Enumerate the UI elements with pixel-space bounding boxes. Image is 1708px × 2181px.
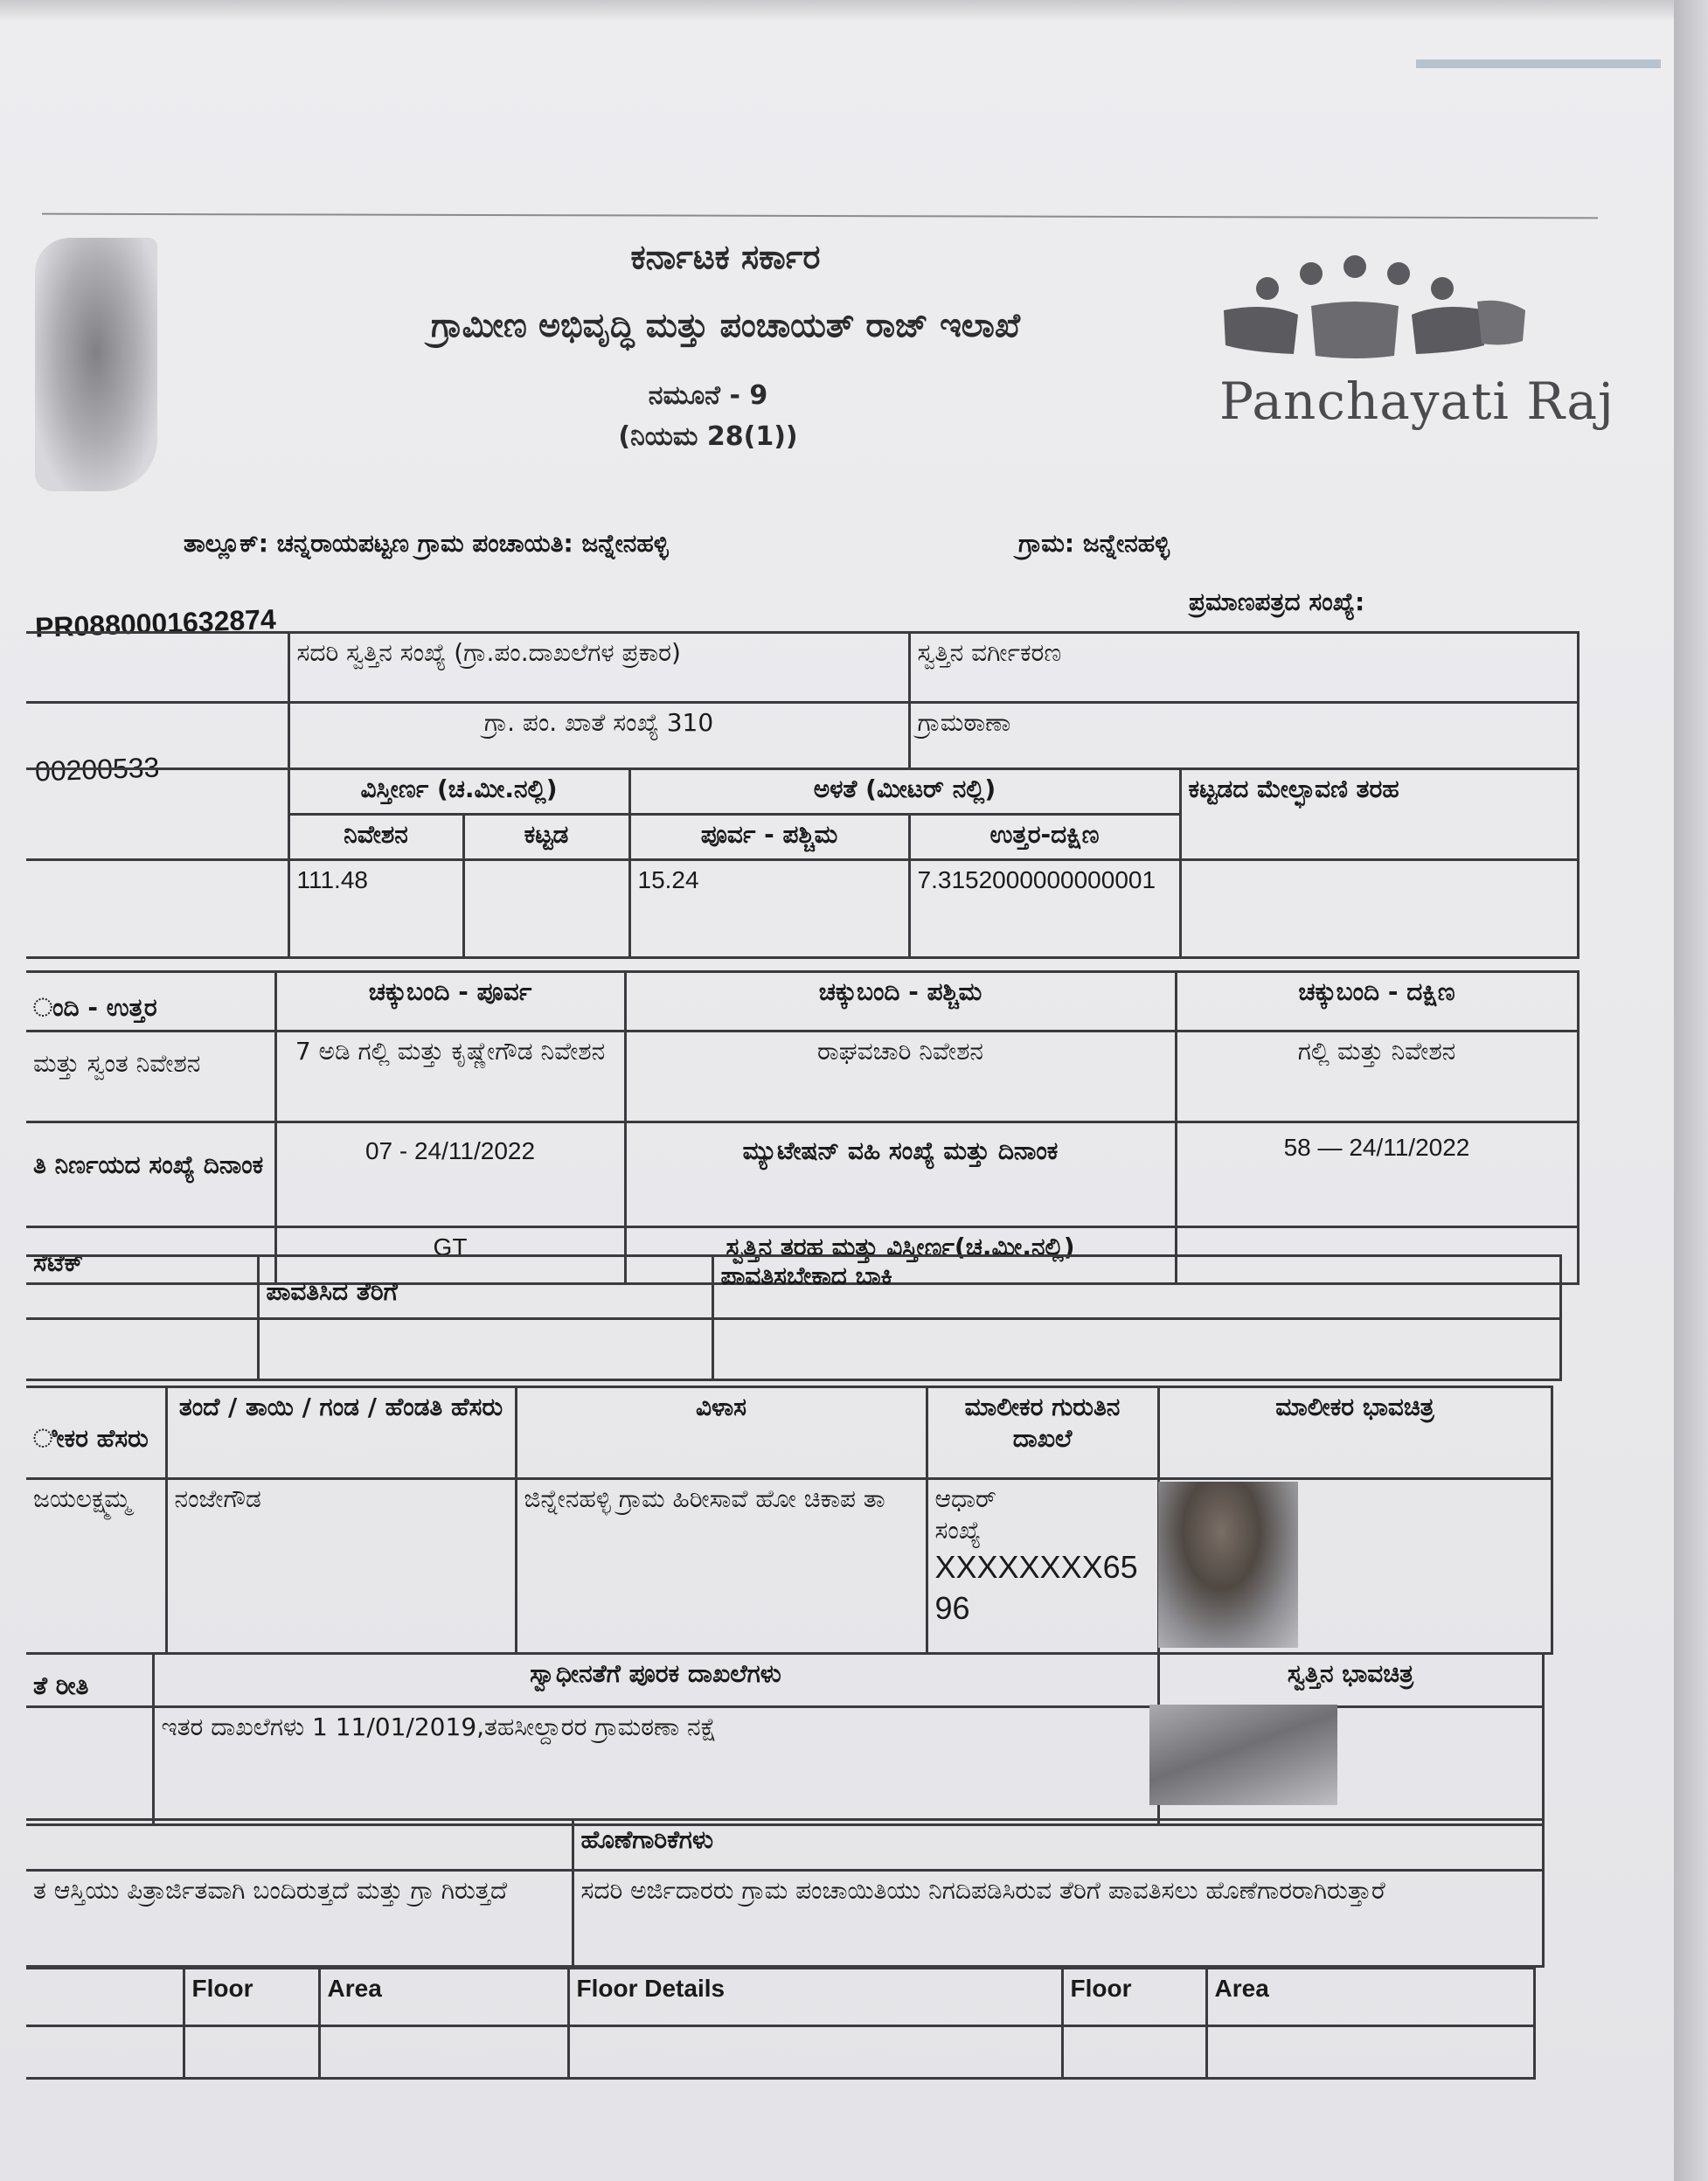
north-boundary-value: ಮತ್ತು ಸ್ವಂತ ನಿವೇಶನ bbox=[26, 1031, 275, 1122]
tax-due-label: ಪಾವತಿಸಬೇಕಾದ ಬಾಕಿ bbox=[712, 1256, 1560, 1319]
tax-due-value bbox=[712, 1319, 1560, 1380]
owner-photo bbox=[1158, 1482, 1298, 1648]
building-label: ಕಟ್ಟಡ bbox=[463, 815, 629, 860]
blank-cell bbox=[26, 633, 288, 703]
owner-id-type: ಆಧಾರ್ ಸಂಖ್ಯೆ bbox=[934, 1484, 996, 1545]
owner-name-label: ೀಕರ ಹೆಸರು bbox=[26, 1387, 166, 1479]
resolution-value: 07 - 24/11/2022 bbox=[275, 1122, 625, 1227]
blank-cell bbox=[26, 1256, 258, 1319]
floor-details-value bbox=[568, 2026, 1062, 2079]
resolution-label: ತಿ ನಿರ್ಣಯದ ಸಂಖ್ಯೆ ದಿನಾಂಕ bbox=[26, 1122, 275, 1227]
north-south-label: ಉತ್ತರ-ದಕ್ಷಿಣ bbox=[909, 815, 1180, 860]
tax-table bbox=[26, 1254, 1562, 1381]
area-header-1: Area bbox=[319, 1969, 568, 2026]
area-value-1 bbox=[319, 2026, 568, 2079]
north-boundary-label: ಂದಿ - ಉತ್ತರ bbox=[26, 972, 275, 1031]
tax-paid-label: ಪಾವತಿಸಿದ ತೆರಿಗೆ bbox=[258, 1256, 712, 1319]
blank-cell bbox=[26, 1319, 258, 1380]
tax-code-value: GT bbox=[275, 1227, 625, 1284]
property-id: PR0880001632874 bbox=[34, 603, 277, 643]
address-label: ವಿಳಾಸ bbox=[516, 1387, 927, 1479]
ownership-mode-value bbox=[26, 1707, 153, 1825]
property-photo bbox=[1149, 1705, 1337, 1805]
floor-header-1: Floor bbox=[184, 1969, 319, 2026]
site-label: ನಿವೇಶನ bbox=[288, 815, 463, 860]
liabilities-right-text: ಸದರಿ ಅರ್ಜಿದಾರರು ಗ್ರಾಮ ಪಂಚಾಯಿತಿಯು ನಿಗದಿಪಡಿಸಿರುವ ತೆರಿಗೆ ಪಾವತಿಸಲು ಹೊಣೆಗಾರರಾಗಿರುತ್ತಾರೆ bbox=[573, 1871, 1543, 1967]
east-boundary-label: ಚಕ್ಕುಬಂದಿ - ಪೂರ್ವ bbox=[275, 972, 625, 1031]
east-boundary-value: 7 ಅಡಿ ಗಲ್ಲಿ ಮತ್ತು ಕೃಷ್ಣೇಗೌಡ ನಿವೇಶನ bbox=[275, 1031, 625, 1122]
panchayati-raj-text: Panchayati Raj bbox=[1219, 372, 1614, 431]
karnataka-emblem bbox=[35, 238, 157, 491]
owner-id-cell bbox=[927, 1479, 1158, 1654]
area-label: ವಿಸ್ತೀರ್ಣ (ಚ.ಮೀ.ನಲ್ಲಿ) bbox=[288, 769, 629, 815]
south-boundary-label: ಚಕ್ಕುಬಂದಿ - ದಕ್ಷಿಣ bbox=[1176, 972, 1578, 1031]
mutation-label: ಮ್ಯುಟೇಷನ್ ವಹಿ ಸಂಖ್ಯೆ ಮತ್ತು ದಿನಾಂಕ bbox=[625, 1122, 1176, 1227]
tax-paid-value bbox=[258, 1319, 712, 1380]
area-value-2 bbox=[1206, 2026, 1534, 2079]
page-top-edge bbox=[0, 0, 1674, 19]
site-area-value: 111.48 bbox=[288, 860, 463, 958]
floor-value-2 bbox=[1062, 2026, 1206, 2079]
taluk-panchayat-line: ತಾಲ್ಲೂಕ್: ಚನ್ನರಾಯಪಟ್ಟಣ ಗ್ರಾಮ ಪಂಚಾಯತಿ: ಜನ್ನೇನಹಳ್ಳಿ bbox=[184, 529, 669, 558]
sadar-label: ಸದರಿ ಸ್ವತ್ತಿನ ಸಂಖ್ಯೆ (ಗ್ರಾ.ಪಂ.ದಾಖಲೆಗಳ ಪ್ರಕಾರ) bbox=[288, 633, 909, 703]
building-area-value bbox=[463, 860, 629, 958]
owner-id-label: ಮಾಲೀಕರ ಗುರುತಿನ ದಾಖಲೆ bbox=[927, 1387, 1158, 1479]
ownership-docs-label: ಸ್ವಾಧೀನತೆಗೆ ಪೂರಕ ದಾಖಲೆಗಳು bbox=[153, 1654, 1158, 1707]
east-west-label: ಪೂರ್ವ - ಪಶ್ಚಿಮ bbox=[629, 815, 909, 860]
liabilities-label: ಹೊಣೆಗಾರಿಕೆಗಳು bbox=[573, 1820, 1543, 1871]
owner-name-value: ಜಯಲಕ್ಷ್ಮಮ್ಮ bbox=[26, 1479, 166, 1654]
property-table bbox=[26, 631, 1580, 959]
address-value: ಜಿನ್ನೇನಹಳ್ಳಿ ಗ್ರಾಮ ಹಿರೀಸಾವೆ ಹೋ ಚಿಕಾಪ ತಾ bbox=[516, 1479, 927, 1654]
mutation-value: 58 — 24/11/2022 bbox=[1176, 1122, 1578, 1227]
dimension-label: ಅಳತೆ (ಮೀಟರ್ ನಲ್ಲಿ) bbox=[629, 769, 1180, 815]
form-number: ನಮೂನೆ - 9 bbox=[648, 380, 768, 411]
west-boundary-label: ಚಕ್ಕುಬಂದಿ - ಪಶ್ಚಿಮ bbox=[625, 972, 1176, 1031]
header-rule bbox=[42, 213, 1598, 219]
boundary-table bbox=[26, 970, 1580, 1285]
east-west-value: 15.24 bbox=[629, 860, 909, 958]
sadar-value: ಗ್ರಾ. ಪಂ. ಖಾತೆ ಸಂಖ್ಯೆ 310 bbox=[288, 703, 909, 769]
blank-cell bbox=[26, 1969, 184, 2026]
rule-number: (ನಿಯಮ 28(1)) bbox=[618, 421, 798, 452]
owner-table bbox=[26, 1386, 1553, 1655]
roof-type-label: ಕಟ್ಟಡದ ಮೇಲ್ಛಾವಣಿ ತರಹ bbox=[1180, 769, 1578, 860]
floor-header-2: Floor bbox=[1062, 1969, 1206, 2026]
classification-label: ಸ್ವತ್ತಿನ ವರ್ಗೀಕರಣ bbox=[909, 633, 1578, 703]
tax-left-label: ಸೆಟೆಕ್ bbox=[26, 1227, 275, 1284]
property-photo-label: ಸ್ವತ್ತಿನ ಭಾವಚಿತ್ರ bbox=[1158, 1654, 1543, 1707]
floors-table bbox=[26, 1967, 1536, 2080]
owner-id-value: XXXXXXXX6596 bbox=[934, 1548, 1138, 1626]
liabilities-table bbox=[26, 1818, 1545, 1968]
blank-cell bbox=[26, 703, 288, 769]
floor-details-header: Floor Details bbox=[568, 1969, 1062, 2026]
blank-cell bbox=[26, 1820, 573, 1871]
blank-cell bbox=[26, 2026, 184, 2079]
property-type-label: ಸ್ವತ್ತಿನ ತರಹ ಮತ್ತು ವಿಸ್ತೀರ್ಣ(ಚ.ಮೀ.ನಲ್ಲಿ) bbox=[625, 1227, 1176, 1284]
panchayati-raj-logo bbox=[1215, 249, 1530, 363]
owner-photo-label: ಮಾಲೀಕರ ಭಾವಚಿತ್ರ bbox=[1158, 1387, 1552, 1479]
dept-title: ಗ್ರಾಮೀಣ ಅಭಿವೃದ್ಧಿ ಮತ್ತು ಪಂಚಾಯತ್ ರಾಜ್ ಇಲಾಖೆ bbox=[430, 306, 1021, 344]
west-boundary-value: ರಾಘವಚಾರಿ ನಿವೇಶನ bbox=[625, 1031, 1176, 1122]
certificate-number-label: ಪ್ರಮಾಣಪತ್ರದ ಸಂಖ್ಯೆ: bbox=[1189, 587, 1365, 616]
classification-value: ಗ್ರಾಮಠಾಣಾ bbox=[909, 703, 1578, 769]
relation-value: ನಂಜೇಗೌಡ bbox=[166, 1479, 516, 1654]
blank-cell bbox=[26, 769, 288, 860]
blank-cell bbox=[26, 860, 288, 958]
south-boundary-value: ಗಲ್ಲಿ ಮತ್ತು ನಿವೇಶನ bbox=[1176, 1031, 1578, 1122]
floor-value-1 bbox=[184, 2026, 319, 2079]
govt-title: ಕರ್ನಾಟಕ ಸರ್ಕಾರ bbox=[630, 238, 821, 276]
ownership-docs-value: ಇತರ ದಾಖಲೆಗಳು 1 11/01/2019,ತಹಸೀಲ್ದಾರರ ಗ್ರಾಮಠಣಾ ನಕ್ಷೆ bbox=[153, 1707, 1158, 1825]
area-header-2: Area bbox=[1206, 1969, 1534, 2026]
left-code: 00200533 bbox=[34, 751, 160, 788]
village-line: ಗ್ರಾಮ: ಜನ್ನೇನಹಳ್ಳಿ bbox=[1018, 529, 1170, 558]
page-right-edge bbox=[1674, 0, 1708, 2181]
liabilities-left-text: ತ ಆಸ್ತಿಯು ಪಿತ್ರಾರ್ಜಿತವಾಗಿ ಬಂದಿರುತ್ತದೆ ಮತ್ತು ಗ್ರಾ ಗಿರುತ್ತದೆ bbox=[26, 1871, 573, 1967]
north-south-value: 7.3152000000000001 bbox=[909, 860, 1180, 958]
roof-type-value bbox=[1180, 860, 1578, 958]
scan-mark bbox=[1416, 59, 1661, 68]
relation-label: ತಂದೆ / ತಾಯಿ / ಗಂಡ / ಹೆಂಡತಿ ಹೆಸರು bbox=[166, 1387, 516, 1479]
ownership-mode-label: ತೆ ರೀತಿ bbox=[26, 1654, 153, 1707]
